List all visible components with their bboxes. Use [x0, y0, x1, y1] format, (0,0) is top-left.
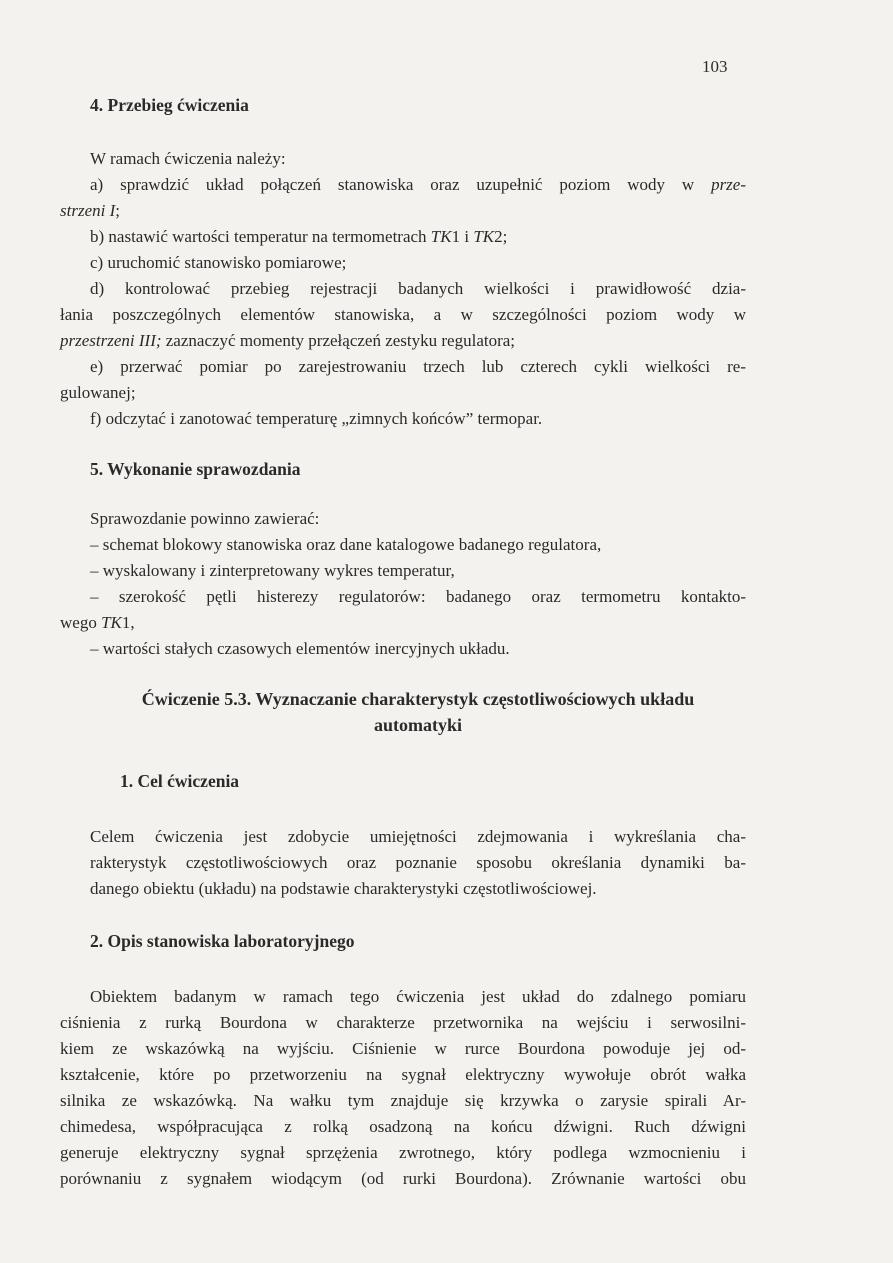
report-tk-symbol: TK [101, 613, 122, 632]
chapter-title-line-2: automatyki [373, 715, 462, 735]
page-content [60, 92, 747, 1192]
tk2-symbol: TK [473, 227, 495, 246]
section-4-intro [90, 146, 746, 172]
step-a [90, 172, 746, 198]
step-a-italic-2: strzeni I [60, 201, 116, 220]
step-d-cont-2 [60, 328, 746, 354]
step-b-and: i [464, 227, 470, 246]
desc-line-2: ciśnienia z rurką Bourdona w charakterze przetwornika na wejściu i serwosilni- [60, 1013, 746, 1032]
step-d-cont: łania poszczególnych elementów stanowiska, a w szczególności poziom wody w [60, 305, 746, 324]
desc-line-8: porównaniu z sygnałem wiodącym (od rurki Bourdona). Zrównanie wartości obu [60, 1169, 746, 1188]
page-number: 103 [702, 57, 728, 76]
goal-line-3: danego obiektu (układu) na podstawie charakterystyki częstotliwościowej. [90, 879, 597, 898]
report-item-1: – schemat blokowy stanowiska oraz dane katalogowe badanego regulatora, [90, 535, 602, 554]
section-5-heading: 5. Wykonanie sprawozdania [90, 459, 301, 479]
step-f: f) odczytać i zanotować temperaturę „zimnych końców” termopar. [90, 409, 543, 428]
step-e-cont: gulowanej; [60, 383, 136, 402]
step-c: c) uruchomić stanowisko pomiarowe; [90, 253, 347, 272]
report-item-3: – szerokość pętli histerezy regulatorów: badanego oraz termometru kontakto- [90, 587, 746, 606]
section-2-body [60, 984, 746, 1192]
step-a-end: ; [115, 201, 120, 220]
goal-line-1: Celem ćwiczenia jest zdobycie umiejętności zdejmowania i wykreślania cha- [90, 827, 746, 846]
section-1-body [90, 824, 746, 902]
desc-line-6: chimedesa, współpracująca z rolką osadzoną na końcu dźwigni. Ruch dźwigni [60, 1117, 746, 1136]
tk1-number: 1 [451, 227, 461, 246]
desc-line-4: kształcenie, które po przetworzeniu na sygnał elektryczny wywołuje obrót wałka [60, 1065, 746, 1084]
step-d-italic: przestrzeni III; [60, 331, 162, 350]
section-2-heading: 2. Opis stanowiska laboratoryjnego [90, 931, 355, 951]
step-e: e) przerwać pomiar po zarejestrowaniu trzech lub czterech cykli wielkości re- [90, 357, 746, 376]
tk1-symbol: TK [430, 227, 452, 246]
section-1-heading: 1. Cel ćwiczenia [120, 771, 240, 791]
report-item-3-cont [60, 610, 746, 636]
desc-line-7: generuje elektryczny sygnał sprzężenia zwrotnego, który podlega wzmocnieniu i [60, 1143, 746, 1162]
step-d: d) kontrolować przebieg rejestracji badanych wielkości i prawidłowość dzia- [90, 279, 746, 298]
desc-line-3: kiem ze wskazówką na wyjściu. Ciśnienie w rurce Bourdona powoduje jej od- [60, 1039, 746, 1058]
desc-line-1: Obiektem badanym w ramach tego ćwiczenia jest układ do zdalnego pomiaru [90, 987, 746, 1006]
report-item-4: – wartości stałych czasowych elementów inercyjnych układu. [90, 639, 510, 658]
step-b [90, 224, 746, 250]
section-4-body [60, 146, 747, 432]
section-4-heading: 4. Przebieg ćwiczenia [90, 95, 249, 115]
report-item-2: – wyskalowany i zinterpretowany wykres temperatur, [90, 561, 455, 580]
section-4-intro-text: W ramach ćwiczenia należy: [90, 149, 286, 168]
chapter-title [60, 686, 776, 738]
step-d-text-3: zaznaczyć momenty przełączeń zestyku regulatora; [165, 331, 516, 350]
step-b-text: b) nastawić wartości temperatur na termometrach [90, 227, 427, 246]
step-a-cont [60, 198, 746, 224]
report-item-3-text-2: wego [60, 613, 97, 632]
step-b-end: ; [502, 227, 508, 246]
section-5-intro: Sprawozdanie powinno zawierać: [90, 509, 320, 528]
section-5-body [60, 506, 746, 662]
chapter-title-line-1: Ćwiczenie 5.3. Wyznaczanie charakterystyk częstotliwościowych układu [141, 689, 695, 709]
report-tk-number: 1, [121, 613, 135, 632]
tk2-number: 2 [494, 227, 503, 246]
step-a-italic-1: prze- [711, 175, 747, 194]
goal-line-2: rakterystyk częstotliwościowych oraz poznanie sposobu określania dynamiki ba- [90, 853, 746, 872]
step-a-text: a) sprawdzić układ połączeń stanowiska oraz uzupełnić poziom wody w [90, 175, 695, 194]
desc-line-5: silnika ze wskazówką. Na wałku tym znajduje się krzywka o zarysie spirali Ar- [60, 1091, 746, 1110]
